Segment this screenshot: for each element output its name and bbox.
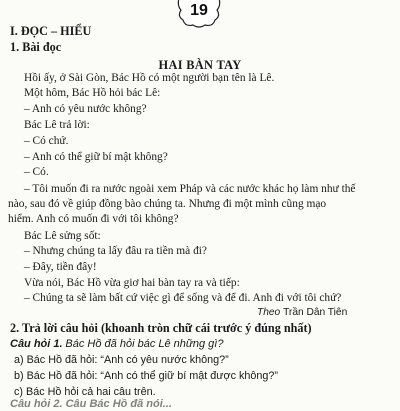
reading-line: hiểm. Anh có muốn đi với tôi không? — [8, 213, 179, 225]
reading-line: – Chúng ta sẽ làm bất cứ việc gì để sống và để đi. Anh đi với tôi chứ? — [24, 292, 342, 304]
section-heading-reading-comprehension: I. ĐỌC – HIỂU — [10, 24, 92, 38]
question-1-option-b[interactable]: b) Bác Hồ đã hỏi: “Anh có thể giữ bí mật được không?” — [14, 370, 279, 382]
reading-line: nào, sau đó về giúp đồng bào chúng ta. Nhưng đi một mình cũng mạo — [8, 198, 327, 210]
source-prefix: Theo — [257, 307, 281, 318]
question-1-option-c[interactable]: c) Bác Hồ hỏi cả hai câu trên. — [14, 386, 156, 398]
subheading-reading: 1. Bài đọc — [10, 40, 62, 54]
source-author: Trần Dân Tiên — [283, 307, 348, 318]
reading-source — [257, 307, 347, 318]
page-number-badge — [175, 0, 223, 28]
reading-line: Bác Lê trả lời: — [24, 119, 90, 131]
reading-line: – Anh có yêu nước không? — [24, 103, 147, 115]
reading-line: – Có. — [24, 166, 49, 178]
reading-line: Hồi ấy, ở Sài Gòn, Bác Hồ có một người bạn tên là Lê. — [24, 72, 275, 84]
reading-line: – Tôi muốn đi ra nước ngoài xem Pháp và các nước khác họ làm như thế — [24, 183, 356, 195]
reading-title: HAI BÀN TAY — [158, 58, 242, 72]
reading-line: Vừa nói, Bác Hồ vừa giơ hai bàn tay ra và tiếp: — [24, 277, 240, 289]
reading-line: – Có chứ. — [24, 135, 69, 147]
question-1-label: Câu hỏi 1. — [10, 338, 63, 350]
question-2-partial: Câu hỏi 2. Câu Bác Hồ đã nói... — [10, 398, 172, 410]
question-1 — [10, 337, 223, 351]
section2-heading: 2. Trả lời câu hỏi — [10, 321, 98, 335]
reading-line: – Anh có thể giữ bí mật không? — [24, 151, 168, 163]
reading-line: Một hôm, Bác Hồ hỏi bác Lê: — [24, 87, 161, 99]
reading-line: – Đây, tiền đây! — [24, 261, 97, 273]
question-1-option-a[interactable]: a) Bác Hồ đã hỏi: “Anh có yêu nước không?” — [14, 354, 229, 366]
section2-instruction: (khoanh tròn chữ cái trước ý đúng nhất) — [100, 321, 312, 335]
section-heading-answer-questions — [10, 321, 312, 335]
question-1-text: Bác Hồ đã hỏi bác Lê những gì? — [65, 338, 224, 350]
page-number: 19 — [190, 2, 208, 19]
reading-line: Bác Lê sửng sốt: — [24, 230, 101, 242]
reading-line: – Nhưng chúng ta lấy đâu ra tiền mà đi? — [24, 245, 207, 257]
